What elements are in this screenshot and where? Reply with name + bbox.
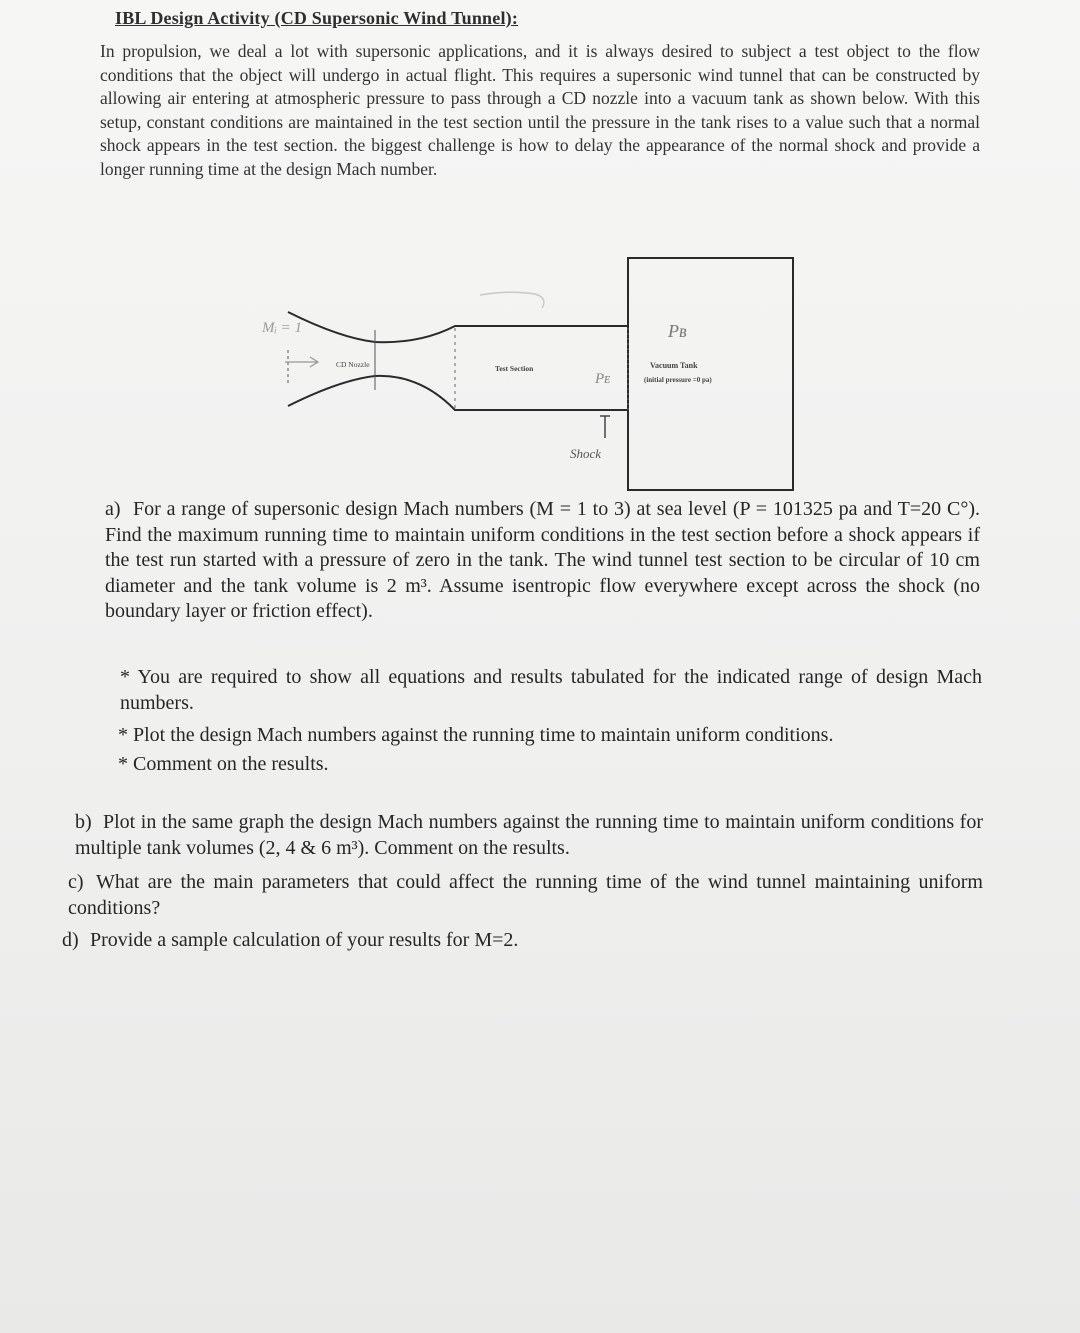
question-d-text: Provide a sample calculation of your results for M=2. [90, 929, 519, 951]
question-b-text: Plot in the same graph the design Mach numbers against the running time to maintain uniform conditions for multiple tank volumes (2, 4 & 6 m³). Comment on the results. [75, 811, 983, 859]
question-c-text: What are the main parameters that could affect the running time of the wind tunnel maintaining uniform conditions? [68, 871, 983, 919]
tank-label: Vacuum Tank [650, 361, 698, 370]
tank-pressure-label: Pʙ [668, 321, 687, 341]
intro-paragraph: In propulsion, we deal a lot with supersonic applications, and it is always desired to subject a test object to the flow conditions that the object will undergo in actual flight. This requires a supersonic wind tunnel that can be constructed by allowing air entering at atmospheric pressure to pass through a CD nozzle into a vacuum tank as shown below. With this setup, constant conditions are maintained in the test section until the pressure in the tank rises to a value such that a normal shock appears in the test section. the biggest challenge is how to delay the appearance of the normal shock and provide a longer running time at the design Mach number. [100, 41, 980, 179]
nozzle-upper-wall [288, 312, 628, 342]
question-a-label: a) [105, 498, 121, 520]
tank-sublabel: (initial pressure =0 pa) [644, 376, 712, 384]
pencil-mark [480, 292, 544, 308]
question-a-bullet-2: * Plot the design Mach numbers against the running time to maintain uniform conditions. [118, 724, 834, 746]
nozzle-label: CD Nozzle [336, 360, 370, 369]
exit-pressure-label: Pᴇ [595, 371, 611, 387]
question-b [75, 810, 983, 861]
question-a-bullet-1: * You are required to show all equations and results tabulated for the indicated range of design Mach numbers. [120, 666, 982, 714]
question-b-label: b) [75, 811, 92, 833]
question-d-label: d) [62, 929, 79, 951]
question-a-bullet-3: * Comment on the results. [118, 753, 329, 775]
flow-arrow-icon [285, 357, 318, 367]
question-d [62, 928, 982, 954]
question-a-text: For a range of supersonic design Mach numbers (M = 1 to 3) at sea level (P = 101325 pa and T=20 C°). Find the maximum running time to maintain uniform conditions in the test section before a shock appears if the test run started with a pressure of zero in the tank. The wind tunnel test section to be circular of 10 cm diameter and the tank volume is 2 m³. Assume isentropic flow everywhere except across the shock (no boundary layer or friction effect). [105, 498, 980, 622]
shock-label: Shock [570, 446, 602, 461]
question-c [68, 870, 983, 921]
question-c-label: c) [68, 871, 84, 893]
vacuum-tank-box [628, 258, 793, 490]
nozzle-lower-wall [288, 376, 628, 410]
page-title: IBL Design Activity (CD Supersonic Wind Tunnel): [115, 8, 519, 28]
mach-inlet-label: Mᵢ = 1 [262, 320, 302, 336]
test-section-label: Test Section [495, 364, 534, 373]
question-a [105, 497, 980, 625]
wind-tunnel-diagram [262, 250, 810, 490]
